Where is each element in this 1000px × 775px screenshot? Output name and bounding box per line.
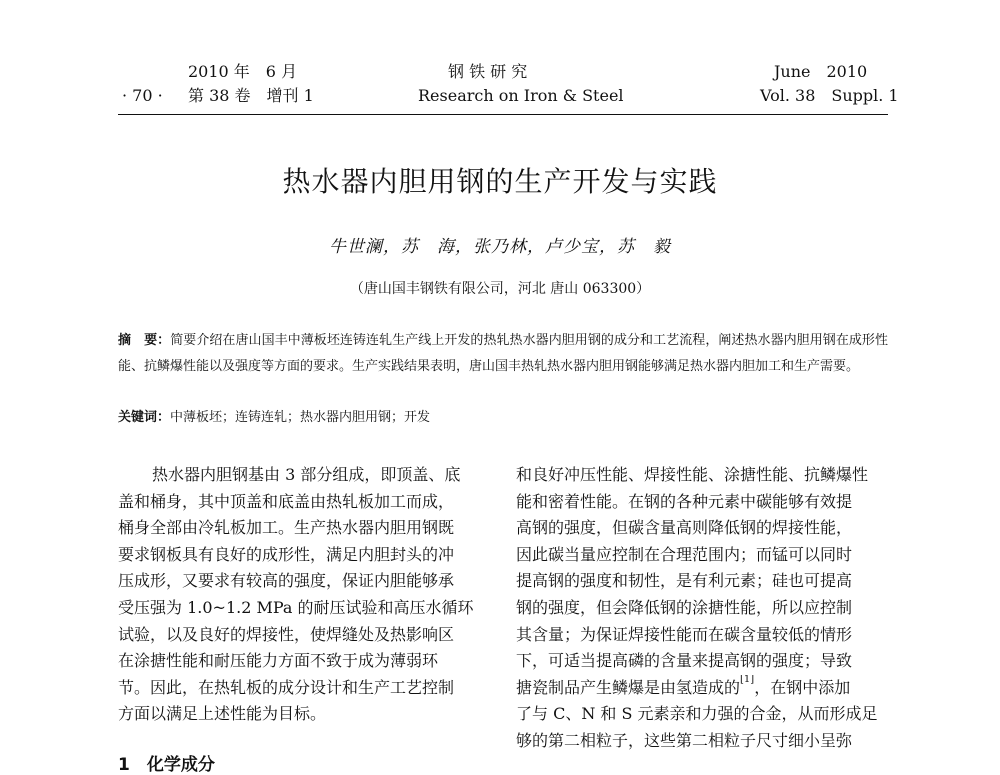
reference-marker[interactable]: [1] bbox=[740, 674, 755, 685]
page-number: · 70 · bbox=[122, 86, 163, 105]
journal-name-cn: 钢 铁 研 究 bbox=[448, 62, 528, 81]
keywords-label: 关键词： bbox=[118, 410, 171, 425]
abstract-text: 简要介绍在唐山国丰中薄板坯连铸连轧生产线上开发的热轧热水器内胆用钢的成分和工艺流程，阐述热水器内胆用钢在成形性能、抗鳞爆性能以及强度等方面的要求。生产实践结果表明，唐山国丰热轧热水器内胆用钢能够满足热水器内胆加工和生产需要。 bbox=[118, 333, 888, 374]
header-volume-en: Vol. 38 Suppl. 1 bbox=[760, 86, 899, 105]
header-date-cn: 2010 年 6 月 bbox=[188, 62, 298, 81]
body-line-tail: ，在钢中添加 bbox=[754, 677, 851, 697]
section-heading: 1 化学成分 bbox=[118, 755, 215, 775]
header-rule bbox=[118, 114, 888, 115]
body-line: 其含量；为保证焊接性能而在碳含量较低的情形 bbox=[516, 624, 853, 644]
abstract-label: 摘 要： bbox=[118, 333, 171, 348]
body-line: 方面以满足上述性能为目标。 bbox=[118, 704, 327, 724]
body-line-text: 搪瓷制品产生鳞爆是由氢造成的 bbox=[516, 677, 741, 697]
article-affiliation: （唐山国丰钢铁有限公司，河北 唐山 063300） bbox=[349, 281, 651, 297]
body-line: 盖和桶身，其中顶盖和底盖由热轧板加工而成， bbox=[118, 491, 455, 511]
body-line: 桶身全部由冷轧板加工。生产热水器内胆用钢既 bbox=[118, 518, 455, 538]
keywords-text: 中薄板坯；连铸连轧；热水器内胆用钢；开发 bbox=[170, 410, 431, 425]
header-date-en: June 2010 bbox=[774, 62, 868, 81]
header-volume-cn: 第 38 卷 增刊 1 bbox=[188, 86, 314, 105]
journal-name-en: Research on Iron & Steel bbox=[418, 86, 624, 105]
body-line: 提高钢的强度和韧性，是有利元素；硅也可提高 bbox=[516, 571, 853, 591]
body-line: 在涂搪性能和耐压能力方面不致于成为薄弱环 bbox=[118, 651, 439, 671]
body-line: 够的第二相粒子，这些第二相粒子尺寸细小呈弥 bbox=[516, 730, 853, 750]
body-line: 下，可适当提高磷的含量来提高钢的强度；导致 bbox=[516, 651, 853, 671]
body-line: 热水器内胆钢基由 3 部分组成，即顶盖、底 bbox=[152, 465, 461, 484]
body-column-right bbox=[516, 462, 888, 755]
body-line: 高钢的强度，但碳含量高则降低钢的焊接性能， bbox=[516, 518, 853, 538]
article-title: 热水器内胆用钢的生产开发与实践 bbox=[282, 165, 718, 198]
body-line: 节。因此，在热轧板的成分设计和生产工艺控制 bbox=[118, 677, 455, 697]
body-line-with-ref bbox=[516, 675, 888, 702]
body-line: 压成形，又要求有较高的强度，保证内胆能够承 bbox=[118, 571, 455, 591]
body-column-left bbox=[118, 462, 490, 728]
journal-header bbox=[0, 0, 1000, 120]
body-line: 试验，以及良好的焊接性，使焊缝处及热影响区 bbox=[118, 624, 455, 644]
body-line: 受压强为 1.0~1.2 MPa 的耐压试验和高压水循环 bbox=[118, 597, 474, 617]
keywords bbox=[118, 406, 888, 430]
body-line: 能和密着性能。在钢的各种元素中碳能够有效提 bbox=[516, 491, 853, 511]
body-line: 了与 C、N 和 S 元素亲和力强的合金，从而形成足 bbox=[516, 704, 878, 724]
body-line: 钢的强度，但会降低钢的涂搪性能，所以应控制 bbox=[516, 597, 853, 617]
body-line: 因此碳当量应控制在合理范围内；而锰可以同时 bbox=[516, 544, 853, 564]
body-line: 和良好冲压性能、焊接性能、涂搪性能、抗鳞爆性 bbox=[516, 465, 869, 484]
article-authors: 牛世澜，苏 海，张乃林，卢少宝，苏 毅 bbox=[329, 237, 671, 257]
abstract bbox=[118, 328, 888, 380]
body-line: 要求钢板具有良好的成形性，满足内胆封头的冲 bbox=[118, 544, 455, 564]
